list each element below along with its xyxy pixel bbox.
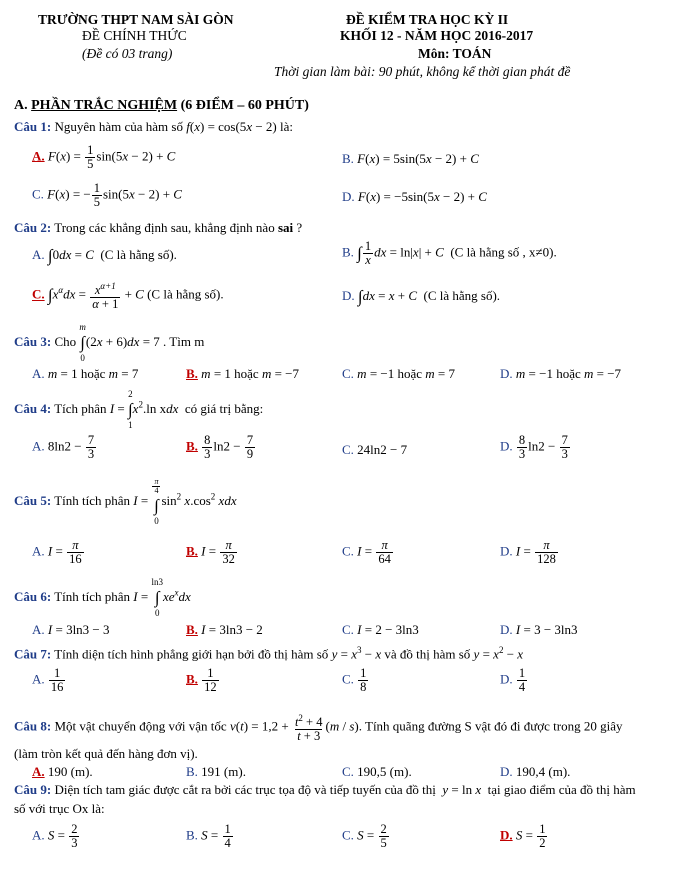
question-number: Câu 2:	[14, 220, 52, 235]
option-5c[interactable]: C. I = $\frac{\pi}{64}$	[342, 538, 391, 566]
exam-title: ĐỀ KIỂM TRA HỌC KỲ II	[346, 12, 509, 27]
option-8a[interactable]: A. 190 (m).	[32, 764, 93, 779]
option-2c[interactable]: C. $\int x^\alpha dx$ = $\frac{x^{\alpha+1}}{\alpha + 1}$ + C (C là hằng số).	[32, 281, 224, 312]
option-2d[interactable]: D. ∫dx = x + C (C là hằng số).	[342, 287, 501, 306]
option-8b[interactable]: B. 191 (m).	[186, 764, 246, 779]
question-number: Câu 3:	[14, 333, 52, 349]
option-1c[interactable]: C. F(x) = − $\frac{1}{5}$ sin(5x − 2) + C	[32, 181, 182, 209]
duration: Thời gian làm bài: 90 phút, không kể thời gian phát đề	[274, 64, 571, 79]
school-name: TRƯỜNG THPT NAM SÀI GÒN	[38, 12, 234, 27]
option-5b[interactable]: B. I = $\frac{\pi}{32}$	[186, 538, 235, 566]
question-8: Câu 8: Một vật chuyển động với vận tốc v(t) = 1,2 + $\frac{t^2 + 4}{t + 3}$ (m / s). Tính quãng đường S vật đó đi được trong 20 giây	[14, 713, 623, 744]
question-number: Câu 1:	[14, 119, 52, 134]
option-5d[interactable]: D. I = $\frac{\pi}{128}$	[500, 538, 556, 566]
option-1d[interactable]: D. F(x) = −5sin(5x − 2) + C	[342, 189, 487, 204]
official-label: ĐỀ CHÍNH THỨC	[82, 28, 187, 43]
option-9d[interactable]: D. S = $\frac{1}{2}$	[500, 822, 546, 850]
option-7b[interactable]: B. $\frac{1}{12}$	[186, 666, 217, 694]
option-2a[interactable]: A. ∫0dx = C (C là hằng số).	[32, 246, 177, 265]
question-2: Câu 2: Trong các khẳng định sau, khẳng định nào sai ?	[14, 220, 303, 235]
question-number: Câu 4:	[14, 400, 52, 416]
option-2b[interactable]: B. ∫ $\frac{1}{x}$ dx = ln|x| + C (C là hằng số , x≠0).	[342, 239, 557, 267]
option-4d[interactable]: D. $\frac{8}{3}$ ln2 − $\frac{7}{3}$	[500, 433, 568, 461]
option-7d[interactable]: D. $\frac{1}{4}$	[500, 666, 526, 694]
question-3: Câu 3: Cho m ∫ 0 (2x + 6)dx = 7 . Tìm m	[14, 322, 205, 363]
option-9c[interactable]: C. S = $\frac{2}{5}$	[342, 822, 387, 850]
question-number: Câu 7:	[14, 646, 52, 662]
section-detail: (6 ĐIỂM – 60 PHÚT)	[180, 98, 309, 113]
option-6a[interactable]: A. I = 3ln3 − 3	[32, 622, 110, 637]
option-3b[interactable]: B. m = 1 hoặc m = −7	[186, 366, 299, 381]
option-5a[interactable]: A. I = $\frac{\pi}{16}$	[32, 538, 82, 566]
question-7: Câu 7: Tính diện tích hình phẳng giới hạn bởi đồ thị hàm số $y = x^3 - x$ và đồ thị hàm số $y = x^2 - x$	[14, 645, 524, 662]
option-7a[interactable]: A. $\frac{1}{16}$	[32, 666, 64, 694]
option-4c[interactable]: C. 24ln2 − 7	[342, 442, 408, 457]
question-1: Câu 1: Nguyên hàm của hàm số f(x) = cos(5x − 2) là:	[14, 119, 293, 134]
option-8c[interactable]: C. 190,5 (m).	[342, 764, 412, 779]
option-1a[interactable]: A. F(x) = $\frac{1}{5}$ sin(5x − 2) + C	[32, 143, 176, 171]
option-1b[interactable]: B. F(x) = 5sin(5x − 2) + C	[342, 151, 479, 166]
option-4a[interactable]: A. 8ln2 − $\frac{7}{3}$	[32, 433, 95, 461]
question-number: Câu 5:	[14, 492, 52, 508]
option-9a[interactable]: A. S = $\frac{2}{3}$	[32, 822, 78, 850]
option-3c[interactable]: C. m = −1 hoặc m = 7	[342, 366, 455, 381]
option-3a[interactable]: A. m = 1 hoặc m = 7	[32, 366, 139, 381]
section-label: A.	[14, 98, 28, 113]
question-number: Câu 8:	[14, 718, 52, 734]
option-6d[interactable]: D. I = 3 − 3ln3	[500, 622, 578, 637]
question-5: Câu 5: Tính tích phân I = π 4 ∫ 0 $\sin^2 x.\cos^2$ xdx	[14, 477, 237, 526]
section-heading	[14, 98, 309, 114]
option-3d[interactable]: D. m = −1 hoặc m = −7	[500, 366, 622, 381]
option-4b[interactable]: B. $\frac{8}{3}$ ln2 − $\frac{7}{9}$	[186, 433, 254, 461]
section-title: PHẦN TRẮC NGHIỆM	[31, 98, 178, 113]
option-9b[interactable]: B. S = $\frac{1}{4}$	[186, 822, 231, 850]
question-number: Câu 9:	[14, 782, 52, 797]
subject: Môn: TOÁN	[418, 46, 492, 61]
grade-year: KHỐI 12 - NĂM HỌC 2016-2017	[340, 28, 534, 43]
option-6b[interactable]: B. I = 3ln3 − 2	[186, 622, 263, 637]
question-9: Câu 9: Diện tích tam giác được cắt ra bởi các trục tọa độ và tiếp tuyến của đồ thị y = ln x tại giao điểm của đồ thị hàm	[14, 782, 636, 797]
question-4: Câu 4: Tích phân I = 2 ∫ 1 $x^2.\ln$ xdx có giá trị bằng:	[14, 389, 264, 430]
question-8-cont: (làm tròn kết quả đến hàng đơn vị).	[14, 746, 198, 761]
option-8d[interactable]: D. 190,4 (m).	[500, 764, 571, 779]
option-6c[interactable]: C. I = 2 − 3ln3	[342, 622, 419, 637]
page-count: (Đề có 03 trang)	[82, 46, 173, 61]
question-6: Câu 6: Tính tích phân I = ln3 ∫ 0 $xe^xdx$	[14, 577, 191, 618]
question-number: Câu 6:	[14, 588, 52, 604]
question-9-cont: số với trục Ox là:	[14, 801, 105, 816]
option-7c[interactable]: C. $\frac{1}{8}$	[342, 666, 367, 694]
